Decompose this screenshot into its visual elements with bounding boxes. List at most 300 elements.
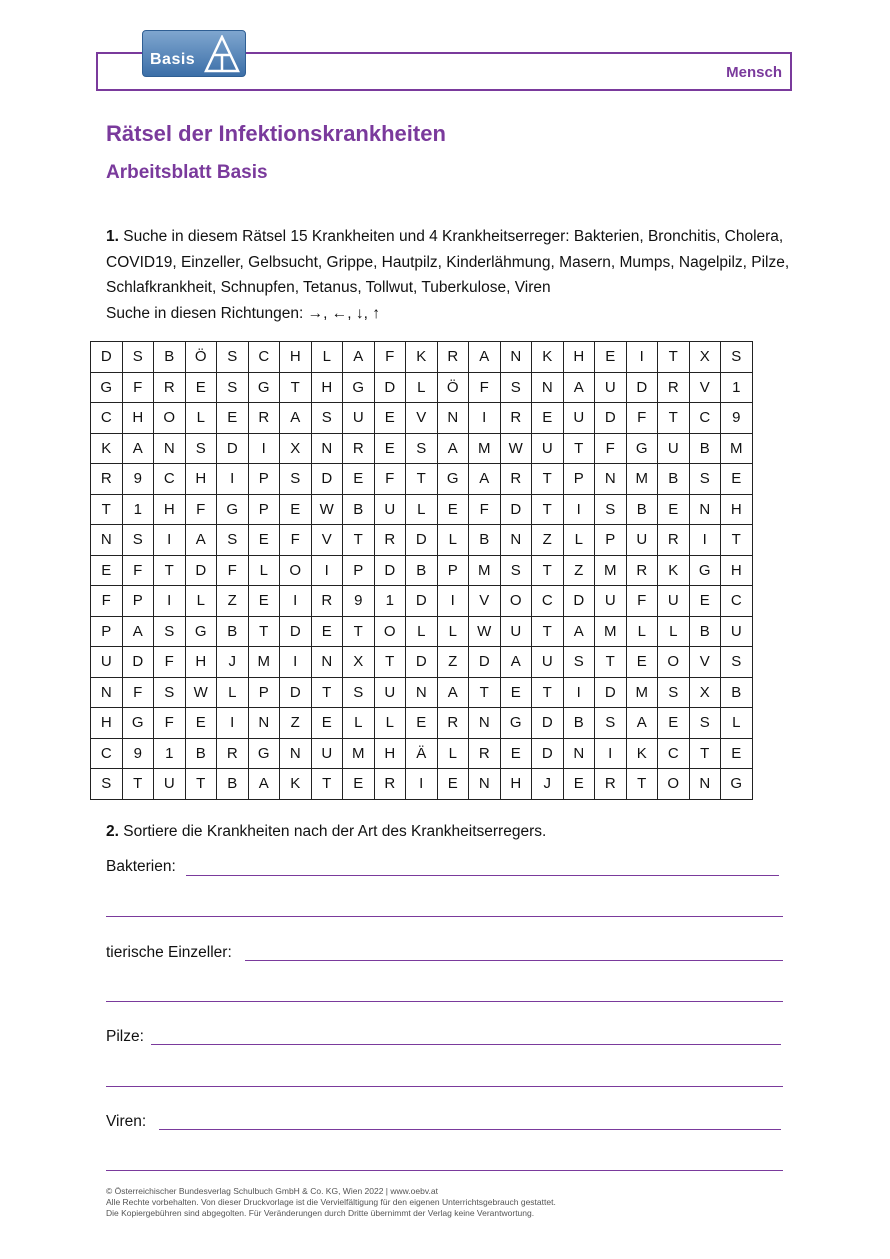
grid-cell[interactable]: T (343, 525, 375, 556)
grid-cell[interactable]: S (122, 342, 154, 373)
grid-cell[interactable]: L (185, 586, 217, 617)
grid-cell[interactable]: T (532, 555, 564, 586)
grid-cell[interactable]: R (343, 433, 375, 464)
grid-cell[interactable]: F (122, 677, 154, 708)
grid-cell[interactable]: B (563, 708, 595, 739)
grid-cell[interactable]: K (626, 738, 658, 769)
grid-cell[interactable]: B (626, 494, 658, 525)
grid-cell[interactable]: C (689, 403, 721, 434)
grid-cell[interactable]: D (626, 372, 658, 403)
grid-cell[interactable]: L (658, 616, 690, 647)
grid-cell[interactable]: D (595, 403, 627, 434)
grid-cell[interactable]: D (406, 525, 438, 556)
answer-line-einzeller[interactable] (245, 960, 783, 961)
grid-cell[interactable]: V (406, 403, 438, 434)
grid-cell[interactable]: S (563, 647, 595, 678)
grid-cell[interactable]: S (311, 403, 343, 434)
grid-cell[interactable]: M (626, 677, 658, 708)
grid-cell[interactable]: S (658, 677, 690, 708)
grid-cell[interactable]: A (563, 616, 595, 647)
grid-cell[interactable]: T (658, 403, 690, 434)
grid-cell[interactable]: R (437, 342, 469, 373)
grid-cell[interactable]: E (721, 464, 753, 495)
grid-cell[interactable]: A (122, 433, 154, 464)
grid-cell[interactable]: 9 (122, 738, 154, 769)
grid-cell[interactable]: P (91, 616, 123, 647)
grid-cell[interactable]: 9 (721, 403, 753, 434)
grid-cell[interactable]: B (217, 616, 249, 647)
grid-cell[interactable]: I (563, 677, 595, 708)
grid-cell[interactable]: S (154, 616, 186, 647)
grid-cell[interactable]: D (532, 738, 564, 769)
grid-cell[interactable]: U (500, 616, 532, 647)
grid-cell[interactable]: E (406, 708, 438, 739)
grid-cell[interactable]: D (406, 647, 438, 678)
grid-cell[interactable]: E (500, 677, 532, 708)
grid-cell[interactable]: E (374, 433, 406, 464)
grid-cell[interactable]: L (185, 403, 217, 434)
grid-cell[interactable]: D (500, 494, 532, 525)
grid-cell[interactable]: N (248, 708, 280, 739)
grid-cell[interactable]: 1 (374, 586, 406, 617)
grid-cell[interactable]: F (280, 525, 312, 556)
grid-cell[interactable]: T (343, 616, 375, 647)
grid-cell[interactable]: D (122, 647, 154, 678)
grid-cell[interactable]: D (280, 616, 312, 647)
grid-cell[interactable]: N (311, 647, 343, 678)
grid-cell[interactable]: S (91, 769, 123, 800)
grid-cell[interactable]: N (91, 525, 123, 556)
grid-cell[interactable]: L (563, 525, 595, 556)
answer-line-viren-2[interactable] (106, 1170, 783, 1171)
grid-cell[interactable]: R (248, 403, 280, 434)
grid-cell[interactable]: T (185, 769, 217, 800)
grid-cell[interactable]: G (626, 433, 658, 464)
grid-cell[interactable]: E (658, 494, 690, 525)
grid-cell[interactable]: F (122, 555, 154, 586)
grid-cell[interactable]: E (626, 647, 658, 678)
grid-cell[interactable]: T (532, 677, 564, 708)
grid-cell[interactable]: 9 (122, 464, 154, 495)
grid-cell[interactable]: L (437, 738, 469, 769)
grid-cell[interactable]: N (311, 433, 343, 464)
grid-cell[interactable]: T (469, 677, 501, 708)
grid-cell[interactable]: E (437, 769, 469, 800)
grid-cell[interactable]: U (343, 403, 375, 434)
grid-cell[interactable]: A (469, 464, 501, 495)
grid-cell[interactable]: E (248, 525, 280, 556)
grid-cell[interactable]: B (343, 494, 375, 525)
grid-cell[interactable]: Z (563, 555, 595, 586)
grid-cell[interactable]: T (626, 769, 658, 800)
grid-cell[interactable]: R (374, 525, 406, 556)
grid-cell[interactable]: A (185, 525, 217, 556)
grid-cell[interactable]: I (311, 555, 343, 586)
answer-line-pilze[interactable] (151, 1044, 781, 1045)
grid-cell[interactable]: S (217, 525, 249, 556)
grid-cell[interactable]: E (91, 555, 123, 586)
grid-cell[interactable]: G (689, 555, 721, 586)
grid-cell[interactable]: C (658, 738, 690, 769)
grid-cell[interactable]: P (248, 494, 280, 525)
grid-cell[interactable]: F (154, 708, 186, 739)
grid-cell[interactable]: E (311, 616, 343, 647)
grid-cell[interactable]: N (689, 494, 721, 525)
grid-cell[interactable]: W (185, 677, 217, 708)
grid-cell[interactable]: D (217, 433, 249, 464)
grid-cell[interactable]: S (217, 342, 249, 373)
grid-cell[interactable]: U (626, 525, 658, 556)
grid-cell[interactable]: F (469, 372, 501, 403)
grid-cell[interactable]: H (122, 403, 154, 434)
grid-cell[interactable]: U (374, 677, 406, 708)
grid-cell[interactable]: E (563, 769, 595, 800)
grid-cell[interactable]: M (626, 464, 658, 495)
grid-cell[interactable]: L (406, 372, 438, 403)
grid-cell[interactable]: P (343, 555, 375, 586)
grid-cell[interactable]: C (721, 586, 753, 617)
grid-cell[interactable]: Z (532, 525, 564, 556)
grid-cell[interactable]: 1 (721, 372, 753, 403)
grid-cell[interactable]: K (658, 555, 690, 586)
grid-cell[interactable]: E (658, 708, 690, 739)
grid-cell[interactable]: F (626, 586, 658, 617)
grid-cell[interactable]: D (374, 372, 406, 403)
grid-cell[interactable]: H (721, 555, 753, 586)
grid-cell[interactable]: S (406, 433, 438, 464)
grid-cell[interactable]: F (185, 494, 217, 525)
grid-cell[interactable]: E (595, 342, 627, 373)
grid-cell[interactable]: E (374, 403, 406, 434)
grid-cell[interactable]: J (217, 647, 249, 678)
grid-cell[interactable]: T (280, 372, 312, 403)
grid-cell[interactable]: Ö (185, 342, 217, 373)
grid-cell[interactable]: N (500, 525, 532, 556)
grid-cell[interactable]: D (91, 342, 123, 373)
grid-cell[interactable]: B (689, 616, 721, 647)
grid-cell[interactable]: U (658, 586, 690, 617)
grid-cell[interactable]: T (689, 738, 721, 769)
grid-cell[interactable]: U (532, 647, 564, 678)
grid-cell[interactable]: A (437, 433, 469, 464)
grid-cell[interactable]: R (500, 403, 532, 434)
grid-cell[interactable]: R (154, 372, 186, 403)
grid-cell[interactable]: T (311, 769, 343, 800)
grid-cell[interactable]: G (91, 372, 123, 403)
grid-cell[interactable]: A (469, 342, 501, 373)
grid-cell[interactable]: B (406, 555, 438, 586)
grid-cell[interactable]: A (437, 677, 469, 708)
grid-cell[interactable]: E (689, 586, 721, 617)
answer-line-viren[interactable] (159, 1129, 781, 1130)
grid-cell[interactable]: F (595, 433, 627, 464)
grid-cell[interactable]: E (185, 708, 217, 739)
grid-cell[interactable]: V (311, 525, 343, 556)
grid-cell[interactable]: D (595, 677, 627, 708)
grid-cell[interactable]: U (311, 738, 343, 769)
grid-cell[interactable]: H (280, 342, 312, 373)
grid-cell[interactable]: I (469, 403, 501, 434)
grid-cell[interactable]: S (154, 677, 186, 708)
answer-line-pilze-2[interactable] (106, 1086, 783, 1087)
grid-cell[interactable]: M (469, 433, 501, 464)
grid-cell[interactable]: L (248, 555, 280, 586)
grid-cell[interactable]: R (91, 464, 123, 495)
grid-cell[interactable]: N (437, 403, 469, 434)
grid-cell[interactable]: T (248, 616, 280, 647)
grid-cell[interactable]: F (374, 464, 406, 495)
grid-cell[interactable]: R (437, 708, 469, 739)
grid-cell[interactable]: H (185, 647, 217, 678)
grid-cell[interactable]: L (437, 525, 469, 556)
grid-cell[interactable]: S (343, 677, 375, 708)
grid-cell[interactable]: S (689, 464, 721, 495)
grid-cell[interactable]: L (374, 708, 406, 739)
grid-cell[interactable]: A (343, 342, 375, 373)
grid-cell[interactable]: U (154, 769, 186, 800)
answer-line-bakterien-2[interactable] (106, 916, 783, 917)
grid-cell[interactable]: T (532, 494, 564, 525)
grid-cell[interactable]: H (563, 342, 595, 373)
grid-cell[interactable]: O (154, 403, 186, 434)
grid-cell[interactable]: S (280, 464, 312, 495)
grid-cell[interactable]: U (91, 647, 123, 678)
grid-cell[interactable]: R (374, 769, 406, 800)
grid-cell[interactable]: B (469, 525, 501, 556)
grid-cell[interactable]: V (689, 372, 721, 403)
grid-cell[interactable]: U (563, 403, 595, 434)
grid-cell[interactable]: D (374, 555, 406, 586)
grid-cell[interactable]: E (217, 403, 249, 434)
grid-cell[interactable]: G (500, 708, 532, 739)
grid-cell[interactable]: X (689, 677, 721, 708)
grid-cell[interactable]: I (154, 586, 186, 617)
grid-cell[interactable]: S (122, 525, 154, 556)
grid-cell[interactable]: V (469, 586, 501, 617)
grid-cell[interactable]: S (595, 494, 627, 525)
grid-cell[interactable]: H (374, 738, 406, 769)
grid-cell[interactable]: U (721, 616, 753, 647)
grid-cell[interactable]: E (280, 494, 312, 525)
grid-cell[interactable]: O (500, 586, 532, 617)
grid-cell[interactable]: L (343, 708, 375, 739)
grid-cell[interactable]: X (280, 433, 312, 464)
grid-cell[interactable]: I (689, 525, 721, 556)
grid-cell[interactable]: C (91, 738, 123, 769)
grid-cell[interactable]: F (469, 494, 501, 525)
grid-cell[interactable]: G (122, 708, 154, 739)
grid-cell[interactable]: S (185, 433, 217, 464)
grid-cell[interactable]: D (406, 586, 438, 617)
grid-cell[interactable]: U (374, 494, 406, 525)
grid-cell[interactable]: P (563, 464, 595, 495)
grid-cell[interactable]: Ö (437, 372, 469, 403)
grid-cell[interactable]: B (689, 433, 721, 464)
grid-cell[interactable]: E (532, 403, 564, 434)
grid-cell[interactable]: F (217, 555, 249, 586)
grid-cell[interactable]: A (500, 647, 532, 678)
grid-cell[interactable]: 9 (343, 586, 375, 617)
grid-cell[interactable]: P (248, 677, 280, 708)
grid-cell[interactable]: I (280, 586, 312, 617)
grid-cell[interactable]: B (185, 738, 217, 769)
grid-cell[interactable]: L (406, 494, 438, 525)
grid-cell[interactable]: F (122, 372, 154, 403)
grid-cell[interactable]: S (721, 342, 753, 373)
grid-cell[interactable]: K (280, 769, 312, 800)
grid-cell[interactable]: H (721, 494, 753, 525)
grid-cell[interactable]: B (658, 464, 690, 495)
grid-cell[interactable]: S (217, 372, 249, 403)
grid-cell[interactable]: T (406, 464, 438, 495)
grid-cell[interactable]: L (406, 616, 438, 647)
grid-cell[interactable]: Z (217, 586, 249, 617)
grid-cell[interactable]: T (563, 433, 595, 464)
grid-cell[interactable]: N (563, 738, 595, 769)
grid-cell[interactable]: T (154, 555, 186, 586)
grid-cell[interactable]: P (437, 555, 469, 586)
grid-cell[interactable]: E (437, 494, 469, 525)
grid-cell[interactable]: H (91, 708, 123, 739)
grid-cell[interactable]: I (280, 647, 312, 678)
grid-cell[interactable]: I (626, 342, 658, 373)
grid-cell[interactable]: T (595, 647, 627, 678)
grid-cell[interactable]: I (595, 738, 627, 769)
grid-cell[interactable]: I (217, 708, 249, 739)
grid-cell[interactable]: R (658, 372, 690, 403)
grid-cell[interactable]: G (185, 616, 217, 647)
grid-cell[interactable]: H (500, 769, 532, 800)
grid-cell[interactable]: N (154, 433, 186, 464)
grid-cell[interactable]: O (658, 769, 690, 800)
grid-cell[interactable]: T (532, 464, 564, 495)
grid-cell[interactable]: D (469, 647, 501, 678)
grid-cell[interactable]: S (500, 555, 532, 586)
grid-cell[interactable]: P (122, 586, 154, 617)
grid-cell[interactable]: Z (437, 647, 469, 678)
grid-cell[interactable]: X (689, 342, 721, 373)
grid-cell[interactable]: Ä (406, 738, 438, 769)
grid-cell[interactable]: R (469, 738, 501, 769)
grid-cell[interactable]: G (248, 738, 280, 769)
grid-cell[interactable]: M (595, 555, 627, 586)
grid-cell[interactable]: N (689, 769, 721, 800)
grid-cell[interactable]: J (532, 769, 564, 800)
grid-cell[interactable]: E (185, 372, 217, 403)
grid-cell[interactable]: F (154, 647, 186, 678)
grid-cell[interactable]: I (248, 433, 280, 464)
grid-cell[interactable]: T (311, 677, 343, 708)
grid-cell[interactable]: N (532, 372, 564, 403)
grid-cell[interactable]: E (311, 708, 343, 739)
grid-cell[interactable]: B (154, 342, 186, 373)
grid-cell[interactable]: M (595, 616, 627, 647)
grid-cell[interactable]: G (248, 372, 280, 403)
grid-cell[interactable]: L (437, 616, 469, 647)
grid-cell[interactable]: E (248, 586, 280, 617)
grid-cell[interactable]: T (721, 525, 753, 556)
grid-cell[interactable]: S (595, 708, 627, 739)
grid-cell[interactable]: H (185, 464, 217, 495)
grid-cell[interactable]: V (689, 647, 721, 678)
grid-cell[interactable]: U (595, 586, 627, 617)
grid-cell[interactable]: 1 (154, 738, 186, 769)
grid-cell[interactable]: T (374, 647, 406, 678)
grid-cell[interactable]: C (248, 342, 280, 373)
grid-cell[interactable]: S (721, 647, 753, 678)
grid-cell[interactable]: B (217, 769, 249, 800)
grid-cell[interactable]: C (91, 403, 123, 434)
grid-cell[interactable]: A (248, 769, 280, 800)
grid-cell[interactable]: U (532, 433, 564, 464)
grid-cell[interactable]: O (658, 647, 690, 678)
grid-cell[interactable]: X (343, 647, 375, 678)
grid-cell[interactable]: 1 (122, 494, 154, 525)
grid-cell[interactable]: M (343, 738, 375, 769)
grid-cell[interactable]: P (248, 464, 280, 495)
grid-cell[interactable]: I (217, 464, 249, 495)
grid-cell[interactable]: T (532, 616, 564, 647)
grid-cell[interactable]: F (91, 586, 123, 617)
grid-cell[interactable]: O (280, 555, 312, 586)
grid-cell[interactable]: I (406, 769, 438, 800)
grid-cell[interactable]: R (311, 586, 343, 617)
grid-cell[interactable]: D (311, 464, 343, 495)
grid-cell[interactable]: W (311, 494, 343, 525)
grid-cell[interactable]: I (437, 586, 469, 617)
grid-cell[interactable]: T (91, 494, 123, 525)
grid-cell[interactable]: H (154, 494, 186, 525)
grid-cell[interactable]: E (343, 464, 375, 495)
grid-cell[interactable]: M (721, 433, 753, 464)
grid-cell[interactable]: K (91, 433, 123, 464)
grid-cell[interactable]: L (626, 616, 658, 647)
grid-cell[interactable]: M (469, 555, 501, 586)
grid-cell[interactable]: D (280, 677, 312, 708)
grid-cell[interactable]: L (311, 342, 343, 373)
grid-cell[interactable]: T (658, 342, 690, 373)
grid-cell[interactable]: N (406, 677, 438, 708)
grid-cell[interactable]: Z (280, 708, 312, 739)
grid-cell[interactable]: N (280, 738, 312, 769)
grid-cell[interactable]: I (563, 494, 595, 525)
grid-cell[interactable]: F (374, 342, 406, 373)
grid-cell[interactable]: E (500, 738, 532, 769)
grid-cell[interactable]: W (500, 433, 532, 464)
answer-line-einzeller-2[interactable] (106, 1001, 783, 1002)
grid-cell[interactable]: H (311, 372, 343, 403)
grid-cell[interactable]: S (689, 708, 721, 739)
grid-cell[interactable]: A (563, 372, 595, 403)
grid-cell[interactable]: B (721, 677, 753, 708)
grid-cell[interactable]: G (343, 372, 375, 403)
grid-cell[interactable]: L (217, 677, 249, 708)
grid-cell[interactable]: N (500, 342, 532, 373)
grid-cell[interactable]: G (721, 769, 753, 800)
grid-cell[interactable]: G (217, 494, 249, 525)
grid-cell[interactable]: N (91, 677, 123, 708)
grid-cell[interactable]: W (469, 616, 501, 647)
grid-cell[interactable]: P (595, 525, 627, 556)
grid-cell[interactable]: G (437, 464, 469, 495)
grid-cell[interactable]: U (658, 433, 690, 464)
grid-cell[interactable]: A (280, 403, 312, 434)
grid-cell[interactable]: N (469, 708, 501, 739)
grid-cell[interactable]: D (532, 708, 564, 739)
grid-cell[interactable]: C (532, 586, 564, 617)
grid-cell[interactable]: N (595, 464, 627, 495)
grid-cell[interactable]: R (595, 769, 627, 800)
